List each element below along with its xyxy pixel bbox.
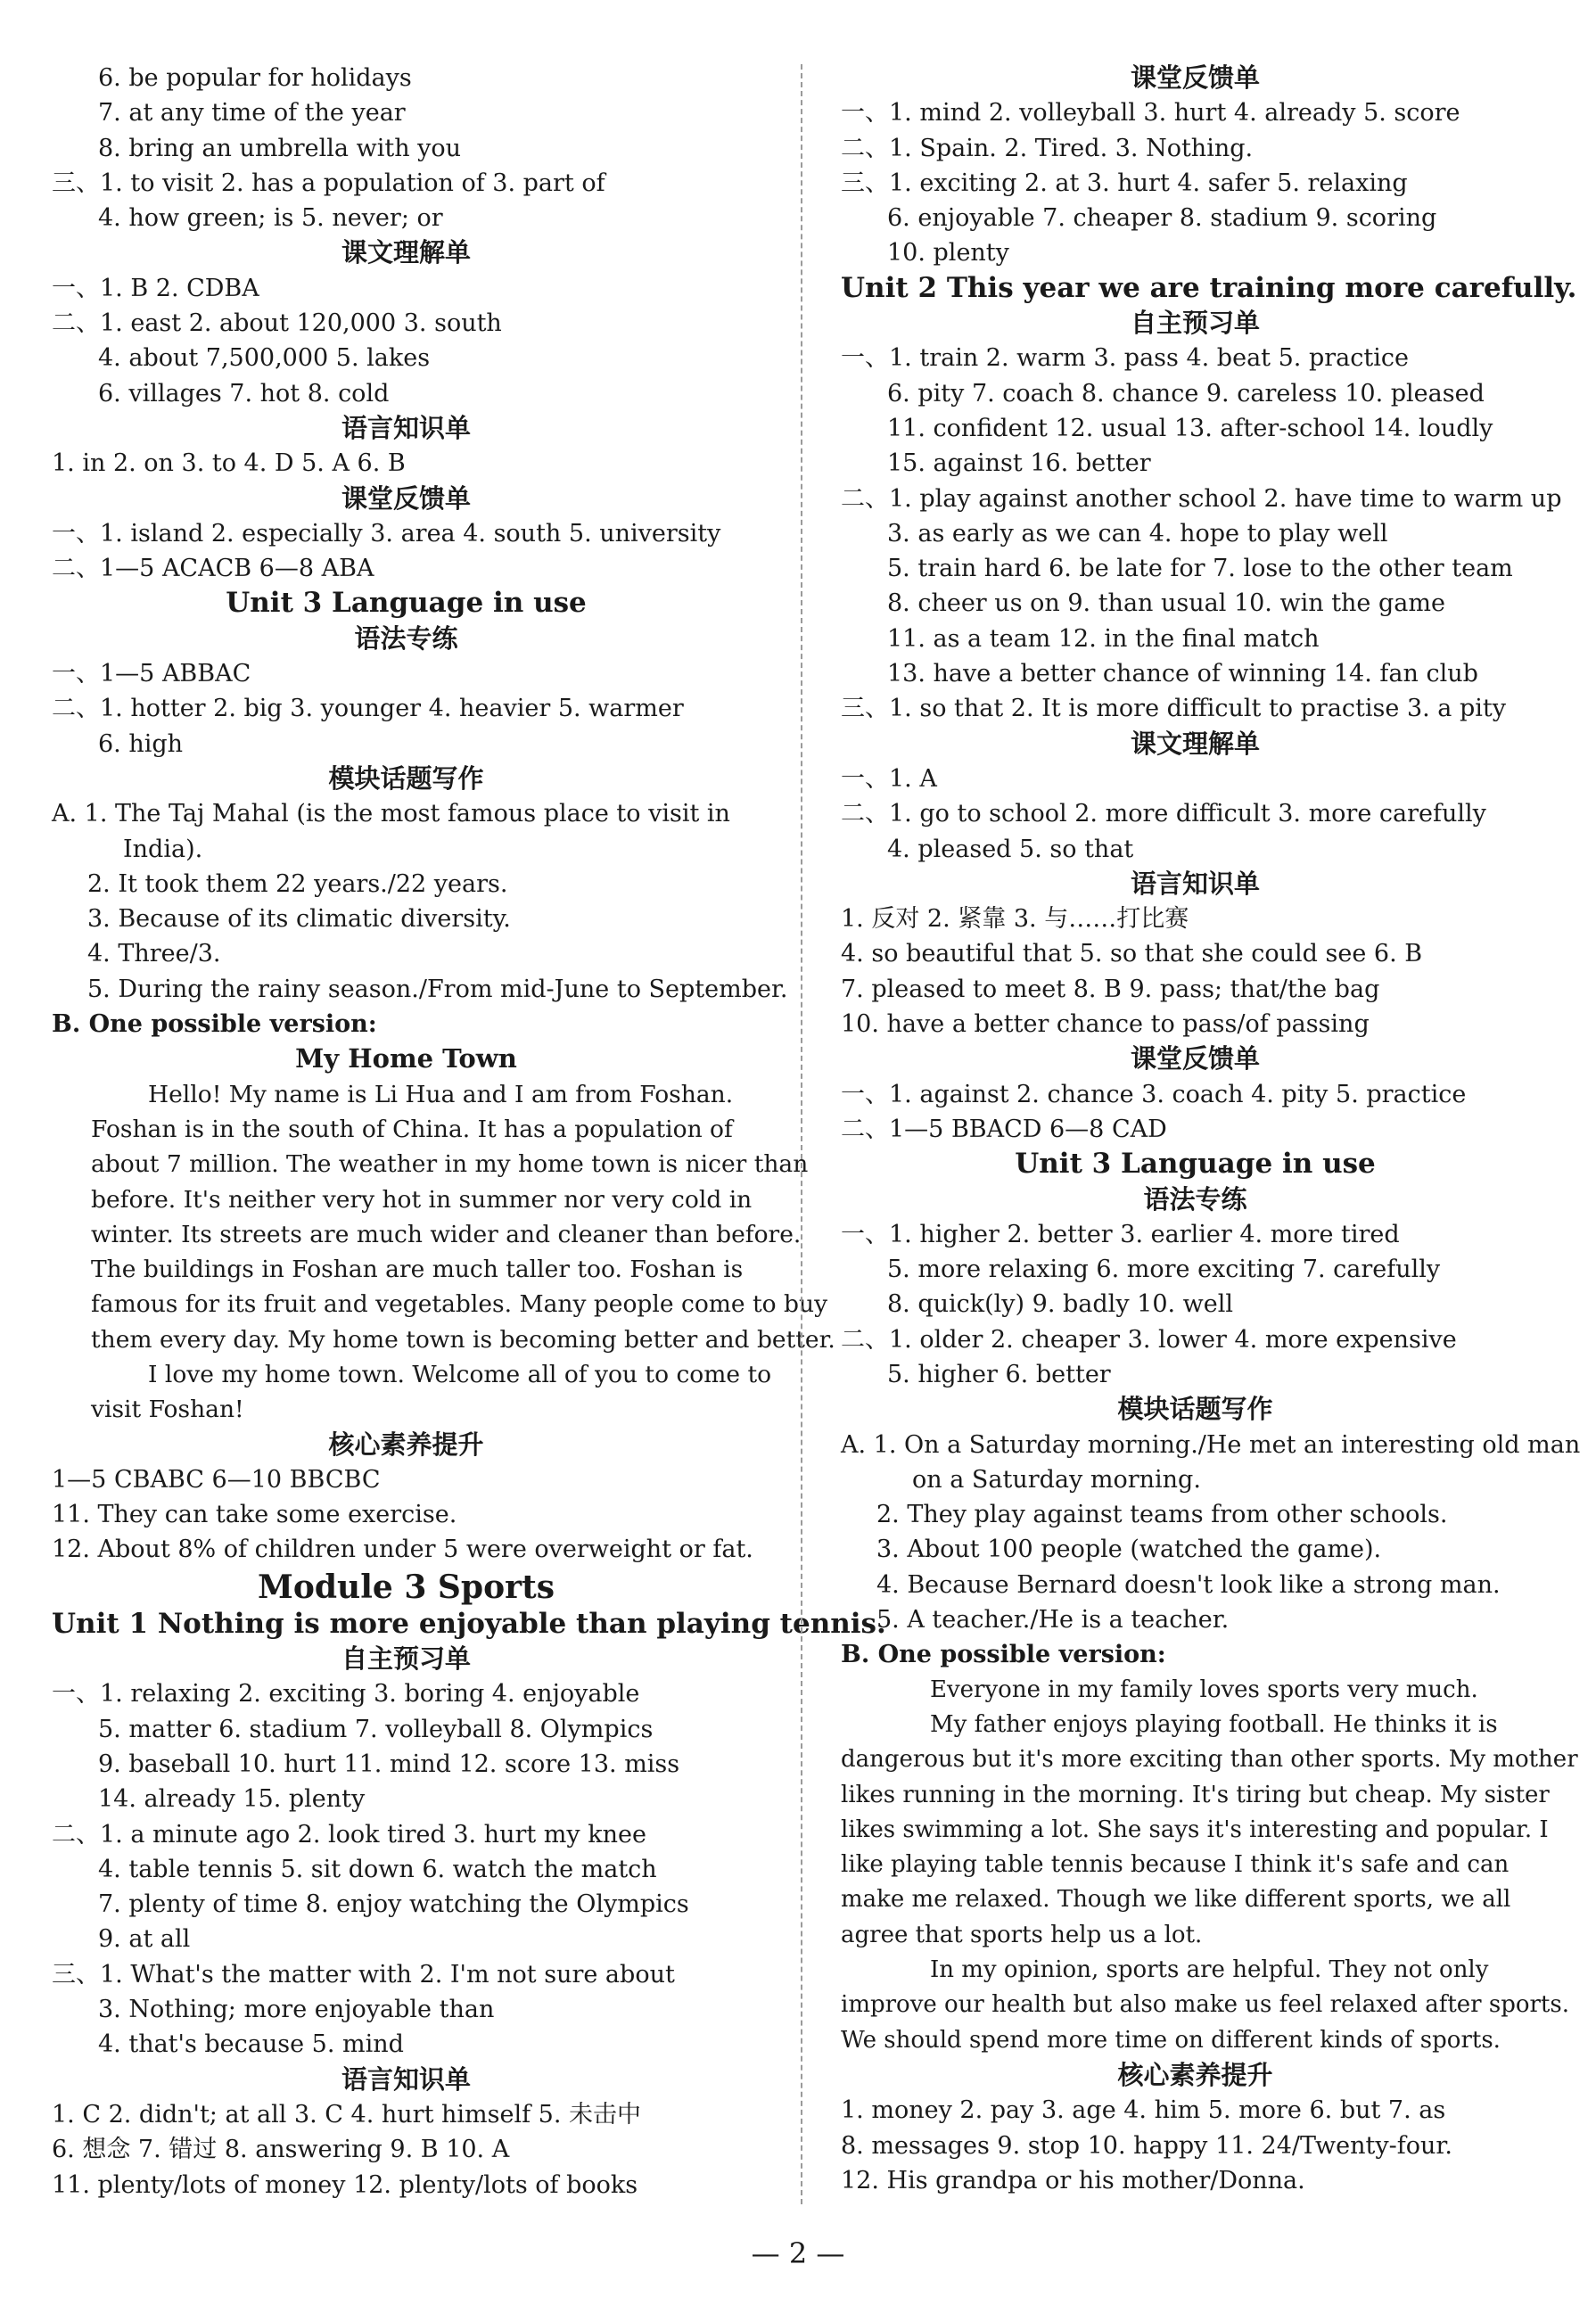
answer-line: 7. plenty of time 8. enjoy watching the Olympics <box>98 1890 689 1919</box>
section-heading: 课文理解单 <box>1130 728 1260 759</box>
answer-line: 15. against 16. better <box>887 449 1151 478</box>
answer-line: 11. They can take some exercise. <box>52 1501 457 1529</box>
section-heading: 课堂反馈单 <box>1130 1043 1260 1075</box>
answer-line: 5. During the rainy season./From mid-June to September. <box>87 975 788 1003</box>
answer-line: 一、1. A <box>841 764 937 793</box>
answer-line: 12. About 8% of children under 5 were overweight or fat. <box>52 1536 753 1564</box>
answer-line: 4. so beautiful that 5. so that she could see 6. B <box>841 940 1423 968</box>
section-heading: 语法专练 <box>1143 1183 1247 1215</box>
answer-line: 5. matter 6. stadium 7. volleyball 8. Olympics <box>98 1715 654 1743</box>
answer-line: 一、1. relaxing 2. exciting 3. boring 4. enjoyable <box>52 1680 640 1709</box>
answer-line: 11. as a team 12. in the final match <box>887 624 1320 653</box>
answer-line: 10. plenty <box>887 239 1009 268</box>
answer-line: 8. bring an umbrella with you <box>98 134 462 162</box>
answer-line: My father enjoys playing football. He thinks it is <box>930 1710 1498 1738</box>
answer-line: 4. table tennis 5. sit down 6. watch the match <box>98 1855 657 1883</box>
section-heading: Unit 2 This year we are training more carefully. <box>841 271 1577 304</box>
section-heading: 模块话题写作 <box>1117 1394 1273 1425</box>
answer-line: 6. enjoyable 7. cheaper 8. stadium 9. scoring <box>887 204 1437 233</box>
answer-line: B. One possible version: <box>52 1010 377 1039</box>
answer-line: 7. at any time of the year <box>98 99 406 128</box>
answer-line: 三、1. to visit 2. has a population of 3. part of <box>52 169 605 197</box>
section-heading: 语言知识单 <box>341 2063 471 2095</box>
answer-line: 二、1. older 2. cheaper 3. lower 4. more expensive <box>841 1325 1457 1354</box>
answer-line: We should spend more time on different kinds of sports. <box>841 2026 1501 2054</box>
answer-line: 5. higher 6. better <box>887 1360 1111 1388</box>
answer-line: like playing table tennis because I think it's safe and can <box>841 1851 1510 1879</box>
answer-line: 3. as early as we can 4. hope to play well <box>887 519 1388 548</box>
answer-line: 二、1. go to school 2. more difficult 3. more carefully <box>841 800 1486 828</box>
answer-line: Everyone in my family loves sports very much. <box>930 1676 1478 1703</box>
answer-line: 二、1. a minute ago 2. look tired 3. hurt my knee <box>52 1820 646 1849</box>
answer-line: 4. Because Bernard doesn't look like a strong man. <box>876 1570 1501 1599</box>
answer-line: 4. Three/3. <box>87 940 221 968</box>
answer-line: 8. cheer us on 9. than usual 10. win the game <box>887 589 1445 618</box>
answer-line: 6. pity 7. coach 8. chance 9. careless 10. pleased <box>887 379 1485 408</box>
answer-line: A. 1. The Taj Mahal (is the most famous place to visit in <box>52 800 730 828</box>
answer-line: dangerous but it's more exciting than other sports. My mother <box>841 1746 1578 1774</box>
answer-line: improve our health but also make us feel relaxed after sports. <box>841 1991 1569 2019</box>
answer-line: I love my home town. Welcome all of you to come to <box>148 1360 772 1388</box>
answer-line: 11. confident 12. usual 13. after-school 14. loudly <box>887 414 1493 442</box>
answer-line: 6. high <box>98 729 184 758</box>
section-heading: 模块话题写作 <box>328 762 484 794</box>
answer-line: 14. already 15. plenty <box>98 1785 366 1814</box>
answer-line: B. One possible version: <box>841 1641 1166 1669</box>
section-heading: 核心素养提升 <box>1117 2059 1273 2090</box>
answer-line: 5. more relaxing 6. more exciting 7. carefully <box>887 1256 1441 1284</box>
answer-line: 9. at all <box>98 1925 191 1954</box>
answer-line: 1. in 2. on 3. to 4. D 5. A 6. B <box>52 449 406 478</box>
answer-line: 2. It took them 22 years./22 years. <box>87 869 508 898</box>
answer-line: 1. C 2. didn't; at all 3. C 4. hurt himself 5. 未击中 <box>52 2100 642 2128</box>
section-heading: Unit 3 Language in use <box>1015 1148 1376 1181</box>
answer-line: them every day. My home town is becoming better and better. <box>91 1325 835 1354</box>
answer-line: 10. have a better chance to pass/of passing <box>841 1010 1370 1039</box>
answer-line: likes running in the morning. It's tiring but cheap. My sister <box>841 1781 1550 1808</box>
answer-line: 一、1. against 2. chance 3. coach 4. pity 5. practice <box>841 1080 1467 1108</box>
answer-line: 二、1. hotter 2. big 3. younger 4. heavier 5. warmer <box>52 695 684 723</box>
answer-line: 三、1. What's the matter with 2. I'm not sure about <box>52 1960 675 1989</box>
answer-line: 一、1. island 2. especially 3. area 4. south 5. university <box>52 519 721 548</box>
answer-line: 二、1—5 BBACD 6—8 CAD <box>841 1115 1167 1143</box>
answer-line: 2. They play against teams from other schools. <box>876 1501 1448 1529</box>
answer-line: 三、1. exciting 2. at 3. hurt 4. safer 5. relaxing <box>841 169 1408 197</box>
answer-line: In my opinion, sports are helpful. They not only <box>930 1956 1489 1984</box>
answer-line: 二、1—5 ACACB 6—8 ABA <box>52 555 374 583</box>
column-divider <box>801 64 802 2204</box>
answer-line: 一、1—5 ABBAC <box>52 660 251 688</box>
answer-line: 11. plenty/lots of money 12. plenty/lots of books <box>52 2170 638 2199</box>
section-heading: 课堂反馈单 <box>341 482 471 514</box>
answer-line: 8. messages 9. stop 10. happy 11. 24/Twenty-four. <box>841 2131 1452 2160</box>
answer-line: 5. A teacher./He is a teacher. <box>876 1606 1230 1634</box>
answer-line: Foshan is in the south of China. It has a population of <box>91 1115 733 1143</box>
answer-line: 3. Because of its climatic diversity. <box>87 905 511 934</box>
answer-line: India). <box>123 835 203 863</box>
answer-line: likes swimming a lot. She says it's interesting and popular. I <box>841 1816 1549 1843</box>
answer-line: 1—5 CBABC 6—10 BBCBC <box>52 1465 381 1494</box>
left-column <box>52 61 886 2203</box>
answer-line: visit Foshan! <box>91 1396 244 1424</box>
answer-line: 9. baseball 10. hurt 11. mind 12. score 13. miss <box>98 1750 680 1778</box>
answer-line: on a Saturday morning. <box>912 1465 1201 1494</box>
answer-line: 13. have a better chance of winning 14. fan club <box>887 660 1478 688</box>
answer-line: 二、1. play against another school 2. have time to warm up <box>841 484 1562 513</box>
section-heading: 自主预习单 <box>341 1643 471 1675</box>
section-heading: Unit 1 Nothing is more enjoyable than playing tennis. <box>52 1607 886 1640</box>
answer-line: 6. 想念 7. 错过 8. answering 9. B 10. A <box>52 2136 510 2164</box>
answer-line: winter. Its streets are much wider and cleaner than before. <box>91 1220 802 1248</box>
answer-line: 一、1. B 2. CDBA <box>52 274 259 302</box>
answer-line: 二、1. east 2. about 120,000 3. south <box>52 309 502 338</box>
answer-line: 一、1. higher 2. better 3. earlier 4. more tired <box>841 1220 1400 1248</box>
answer-line: 三、1. so that 2. It is more difficult to practise 3. a pity <box>841 695 1507 723</box>
answer-line: about 7 million. The weather in my home town is nicer than <box>91 1150 809 1179</box>
answer-line: make me relaxed. Though we like different sports, we all <box>841 1886 1511 1914</box>
section-heading: 语法专练 <box>354 622 458 654</box>
answer-line: Hello! My name is Li Hua and I am from Foshan. <box>148 1080 734 1108</box>
answer-line: 12. His grandpa or his mother/Donna. <box>841 2166 1305 2194</box>
answer-line: 7. pleased to meet 8. B 9. pass; that/the bag <box>841 975 1380 1003</box>
answer-line: The buildings in Foshan are much taller too. Foshan is <box>91 1256 744 1284</box>
answer-line: 二、1. Spain. 2. Tired. 3. Nothing. <box>841 134 1254 162</box>
answer-line: famous for its fruit and vegetables. Many people come to buy <box>91 1290 828 1319</box>
answer-line: 8. quick(ly) 9. badly 10. well <box>887 1290 1234 1319</box>
page-number: — 2 — <box>751 2236 845 2270</box>
answer-line: 3. Nothing; more enjoyable than <box>98 1996 495 2024</box>
answer-line: 6. be popular for holidays <box>98 64 412 92</box>
answer-line: 4. pleased 5. so that <box>887 835 1134 863</box>
answer-line: 4. about 7,500,000 5. lakes <box>98 344 431 373</box>
answer-line: 3. About 100 people (watched the game). <box>876 1536 1382 1564</box>
answer-line: 5. train hard 6. be late for 7. lose to the other team <box>887 555 1513 583</box>
answer-line: 4. how green; is 5. never; or <box>98 204 443 233</box>
section-heading: 课堂反馈单 <box>1130 62 1260 93</box>
section-heading: 自主预习单 <box>1130 308 1260 339</box>
section-heading: Unit 3 Language in use <box>226 587 587 620</box>
answer-line: agree that sports help us a lot. <box>841 1921 1203 1948</box>
section-heading: 课文理解单 <box>341 237 471 268</box>
answer-line: 6. villages 7. hot 8. cold <box>98 379 390 408</box>
answer-line: 1. 反对 2. 紧靠 3. 与……打比赛 <box>841 905 1189 934</box>
section-heading: 语言知识单 <box>341 412 471 443</box>
answer-line: 4. that's because 5. mind <box>98 2030 404 2059</box>
section-heading: Module 3 Sports <box>258 1568 555 1606</box>
right-column <box>841 61 1581 2198</box>
answer-line: A. 1. On a Saturday morning./He met an interesting old man <box>841 1430 1581 1459</box>
answer-line: 1. money 2. pay 3. age 4. him 5. more 6. but 7. as <box>841 2096 1446 2125</box>
section-heading: 核心素养提升 <box>328 1429 484 1460</box>
answer-line: 一、1. train 2. warm 3. pass 4. beat 5. practice <box>841 344 1409 373</box>
answer-line: 一、1. mind 2. volleyball 3. hurt 4. already 5. score <box>841 99 1460 128</box>
answer-line: before. It's neither very hot in summer nor very cold in <box>91 1185 753 1214</box>
section-heading: 语言知识单 <box>1130 868 1260 899</box>
section-heading: My Home Town <box>295 1043 517 1075</box>
